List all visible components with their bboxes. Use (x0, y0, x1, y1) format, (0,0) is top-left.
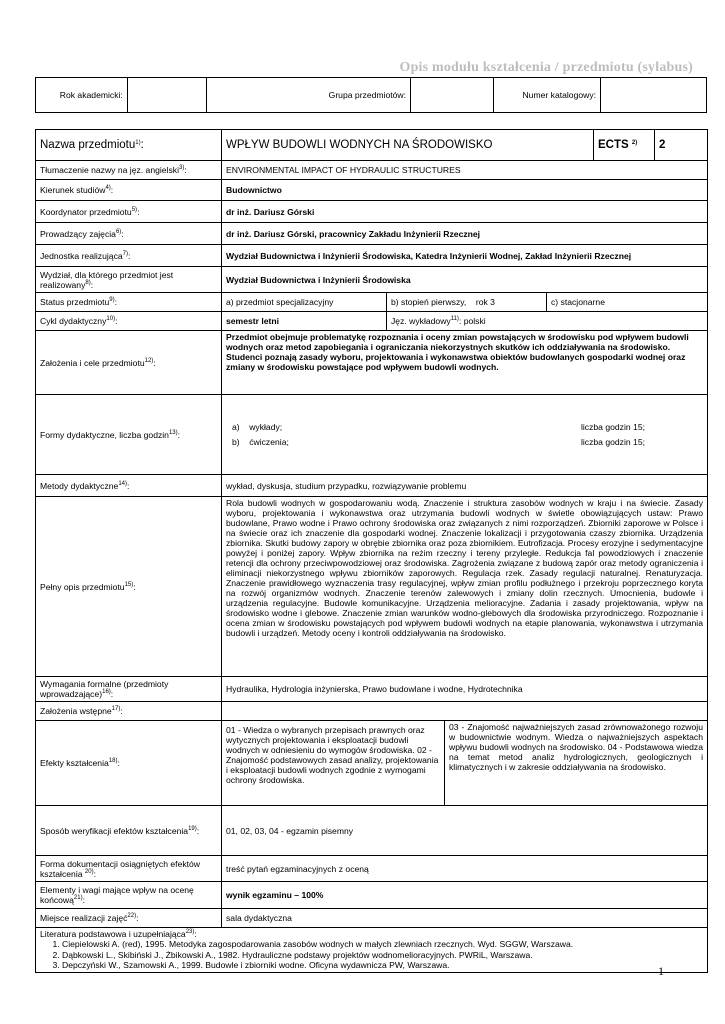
documentation-value: treść pytań egzaminacyjnych z oceną (222, 856, 708, 882)
row-status: Status przedmiotu$^{9)}$: a) przedmiot specjalizacyjny b) stopień pierwszy, rok 3 c) stacjonarne (36, 293, 708, 312)
translation-value: ENVIRONMENTAL IMPACT OF HYDRAULIC STRUCTURES (222, 161, 708, 180)
full-description-value: Rola budowli wodnych w gospodarowaniu wodą. Znaczenie i struktura zasobów wodnych w kraju i na świecie. Zasady wyboru, projektowania i wykonawstwa oraz utrzymania budowli wodnych w świetle obowiązujących ustaw: Prawo budowlane, Prawo wodne i Prawo ochrony środowiska oraz związanych z nimi rozporządzeń. Zbiorniki zaporowe w Polsce i na świecie oraz ich znaczenie dla gospodarki wodnej. Znaczenie lokalizacji i przygotowania czaszy zbiornika. Urządzenia zbiornika. Skutki budowy zapory w obrębie zbiornika oraz poza zbiornikiem. Eutrofizacja. Procesy erozyjne i sedymentacyjne powyżej i poniżej zapory. Wpływ zbiornika na reżim rzeczny i tereny przyległe. Redukcja fal powodziowych i znaczenie retencji dla ochrony przeciwpowodziowej oraz środowiska. Zagrożenia związane z budową zapór oraz metody ograniczenia i eliminacji niekorzystnego wpływu zbiorników zaporowych. Regulacja rzek. Zasady regulacji naturalnej. Renaturyzacja. Znaczenie prawidłowego wyznaczenia trasy regulacyjnej, wpływ zmian profilu podłużnego i przekroju poprzecznego koryta na rozwój organizmów wodnych. Znaczenie terenów zalewowych i zmiany dolin rzecznych. Umocnienia, budowle i urządzenia regulacyjne. Budowle komunikacyjne. Urządzenia melioracyjne. Zadania i zasady projektowania, wpływ na środowisko wodne i glebowe. Znaczenie zmian warunków wodno-glebowych dla środowiska przyrodniczego. Rozpoznanie i ocena zmian w środowisku powstających pod wpływem budowli wodnych na etapie planowania, wykonawstwa i utrzymania budowli i urządzeń. Metody oceny i kontroli oddziaływania na środowisko. (222, 497, 708, 677)
outcomes-left: 01 - Wiedza o wybranych przepisach prawnych oraz wytycznych projektowania i eksploatacji budowli wodnych w odniesieniu do wymogów środowiska. 02 - Znajomość podstawowych zasad analizy, projektowania i eksploatacji budowli wodnych zgodnie z wymogami ochrony środowiska. (222, 721, 445, 806)
course-name-label: Nazwa przedmiotu$^{1)}$: (36, 130, 222, 161)
ects-label: ECTS $^{2)}$ (594, 130, 655, 161)
row-prerequisites: Założenia wstępne$^{17)}$: (36, 702, 708, 721)
document-title: Opis modułu kształcenia / przedmiotu (sylabus) (399, 60, 693, 75)
methods-value: wykład, dyskusja, studium przypadku, rozwiązywanie problemu (222, 475, 708, 497)
row-faculty: Wydział, dla którego przedmiot jest realizowany$^{8)}$: Wydział Budownictwa i Inżynierii Środowiska (36, 267, 708, 293)
row-location: Miejsce realizacji zajęć$^{22)}$: sala dydaktyczna (36, 909, 708, 928)
status-degree: b) stopień pierwszy, rok 3 (387, 293, 547, 312)
row-literature (36, 928, 708, 973)
verification-value: 01, 02, 03, 04 - egzamin pisemny (222, 806, 708, 856)
location-value: sala dydaktyczna (222, 909, 708, 928)
row-methods: Metody dydaktyczne$^{14)}$: wykład, dyskusja, studium przypadku, rozwiązywanie problemu (36, 475, 708, 497)
catalog-header-table (35, 77, 707, 113)
row-lecturers: Prowadzący zajęcia$^{6)}$: dr inż. Dariusz Górski, pracownicy Zakładu Inżynierii Rzecznej (36, 223, 708, 245)
row-forms: Formy dydaktyczne, liczba godzin$^{13)}$: a) wykłady; liczba godzin 15; b) ćwiczenia; liczba godzin 15; (36, 395, 708, 475)
ects-value: 2 (655, 130, 708, 161)
row-outcomes: Efekty kształcenia$^{18)}$: 01 - Wiedza o wybranych przepisach prawnych oraz wytycznych projektowania i eksploatacji budowli wodnych w odniesieniu do wymogów środowiska. 02 - Znajomość podstawowych zasad analizy, projektowania i eksploatacji budowli wodnych zgodnie z wymogami ochrony środowiska. 03 - Znajomość najważniejszych zasad zrównoważonego rozwoju w budownictwie wodnym. Wiedza o najważniejszych aspektach wpływu budowli wodnych na środowisko. 04 - Podstawowa wiedza na temat metod analiz hydrologicznych, geologicznych i klimatycznych i w zakresie oddziaływania na środowisko. (36, 721, 708, 806)
literature-item: 1. Ciepielowski A. (red), 1995. Metodyka zagospodarowania zasobów wodnych w małych zlewniach rzecznych. Wyd. SGGW, Warszawa. (62, 939, 703, 950)
grading-value: wynik egzaminu – 100% (222, 882, 708, 909)
academic-year-label: Rok akademicki: (36, 78, 128, 113)
row-documentation: Forma dokumentacji osiągniętych efektów kształcenia $^{20)}$: treść pytań egzaminacyjnych z oceną (36, 856, 708, 882)
outcomes-right: 03 - Znajomość najważniejszych zasad zrównoważonego rozwoju w budownictwie wodnym. Wiedza o najważniejszych aspektach wpływu budowli wodnych na środowisko. 04 - Podstawowa wiedza na temat metod analiz hydrologicznych, geologicznych i klimatycznych i w zakresie oddziaływania na środowisko. (445, 721, 708, 806)
syllabus-table (35, 129, 708, 973)
literature-list (40, 939, 703, 971)
cycle-value: semestr letni (222, 312, 387, 331)
literature-item: 2. Dąbkowski L., Skibiński J., Żbikowski A., 1982. Hydrauliczne podstawy projektów wodnomelioracyjnych. PWRiL, Warszawa. (62, 950, 703, 961)
status-specialization: a) przedmiot specjalizacyjny (222, 293, 387, 312)
literature-item: 3. Depczyński W., Szamowski A., 1999. Budowle i zbiorniki wodne. Oficyna wydawnicza PW, Warszawa. (62, 960, 703, 971)
academic-year-field[interactable] (127, 78, 206, 113)
catalog-number-field[interactable] (601, 78, 707, 113)
forms-lectures: a) wykłady; liczba godzin 15; (232, 422, 645, 432)
course-name-value: WPŁYW BUDOWLI WODNYCH NA ŚRODOWISKO (222, 130, 594, 161)
lecturers-value: dr inż. Dariusz Górski, pracownicy Zakładu Inżynierii Rzecznej (222, 223, 708, 245)
forms-exercises: b) ćwiczenia; liczba godzin 15; (232, 437, 645, 447)
objectives-value: Przedmiot obejmuje problematykę rozpoznania i oceny zmian powstających w środowisku pod wpływem budowli wodnych oraz metod zapobiegania i ograniczania niekorzystnych skutków ich oddziaływania na środowisko. Studenci poznają zasady wyboru, projektowania i wykonawstwa obiektów budowlanych gospodarki wodnej oraz zmiany w środowisku powstające pod wpływem budowli wodnych. (222, 331, 708, 395)
row-field-of-study: Kierunek studiów$^{4)}$: Budownictwo (36, 180, 708, 201)
requirements-value: Hydraulika, Hydrologia inżynierska, Prawo budowlane i wodne, Hydrotechnika (222, 677, 708, 702)
row-requirements: Wymagania formalne (przedmioty wprowadzające)$^{16)}$: Hydraulika, Hydrologia inżynierska, Prawo budowlane i wodne, Hydrotechnika (36, 677, 708, 702)
course-group-field[interactable] (411, 78, 494, 113)
row-full-description: Pełny opis przedmiotu$^{15)}$: Rola budowli wodnych w gospodarowaniu wodą. Znaczenie i struktura zasobów wodnych w kraju i na świecie. Zasady wyboru, projektowania i wykonawstwa oraz utrzymania budowli wodnych w świetle obowiązujących ustaw: Prawo budowlane, Prawo wodne i Prawo ochrony środowiska oraz związanych z nimi rozporządzeń. Zbiorniki zaporowe w Polsce i na świecie oraz ich znaczenie dla gospodarki wodnej. Znaczenie lokalizacji i przygotowania czaszy zbiornika. Urządzenia zbiornika. Skutki budowy zapory w obrębie zbiornika oraz poza zbiornikiem. Eutrofizacja. Procesy erozyjne i sedymentacyjne powyżej i poniżej zapory. Wpływ zbiornika na reżim rzeczny i tereny przyległe. Redukcja fal powodziowych i znaczenie retencji dla ochrony przeciwpowodziowej oraz środowiska. Zagrożenia związane z budową zapór oraz metody ograniczenia i eliminacji niekorzystnego wpływu zbiorników zaporowych. Regulacja rzek. Zasady regulacji naturalnej. Renaturyzacja. Znaczenie prawidłowego wyznaczenia trasy regulacyjnej, wpływ zmian profilu podłużnego i przekroju poprzecznego koryta na rozwój organizmów wodnych. Znaczenie terenów zalewowych i zmiany dolin rzecznych. Umocnienia, budowle i urządzenia regulacyjne. Budowle komunikacyjne. Urządzenia melioracyjne. Zadania i zasady projektowania, wpływ na środowisko wodne i glebowe. Znaczenie zmian warunków wodno-glebowych dla środowiska przyrodniczego. Rozpoznanie i ocena zmian w środowisku powstających pod wpływem budowli wodnych na etapie planowania, wykonawstwa i utrzymania budowli i urządzeń. Metody oceny i kontroli oddziaływania na środowisko. (36, 497, 708, 677)
unit-value: Wydział Budownictwa i Inżynierii Środowiska, Katedra Inżynierii Wodnej, Zakład Inżynierii Rzecznej (222, 245, 708, 267)
page-number: 1 (658, 964, 664, 978)
row-cycle: Cykl dydaktyczny$^{10)}$: semestr letni Jęz. wykładowy$^{11)}$: polski (36, 312, 708, 331)
row-verification: Sposób weryfikacji efektów kształcenia$^{19)}$: 01, 02, 03, 04 - egzamin pisemny (36, 806, 708, 856)
prerequisites-value (222, 702, 708, 721)
field-of-study-value: Budownictwo (222, 180, 708, 201)
row-course-name (36, 130, 708, 161)
literature-label: Literatura podstawowa i uzupełniająca$^{23)}$: (40, 929, 197, 939)
coordinator-value: dr inż. Dariusz Górski (222, 201, 708, 223)
faculty-value: Wydział Budownictwa i Inżynierii Środowiska (222, 267, 708, 293)
row-grading: Elementy i wagi mające wpływ na ocenę końcową$^{21)}$: wynik egzaminu – 100% (36, 882, 708, 909)
status-mode: c) stacjonarne (547, 293, 708, 312)
catalog-number-label: Numer katalogowy: (493, 78, 600, 113)
row-unit: Jednostka realizująca$^{7)}$: Wydział Budownictwa i Inżynierii Środowiska, Katedra Inżynierii Wodnej, Zakład Inżynierii Rzecznej (36, 245, 708, 267)
row-objectives: Założenia i cele przedmiotu$^{12)}$: Przedmiot obejmuje problematykę rozpoznania i oceny zmian powstających w środowisku pod wpływem budowli wodnych oraz metod zapobiegania i ograniczania niekorzystnych skutków ich oddziaływania na środowisko. Studenci poznają zasady wyboru, projektowania i wykonawstwa obiektów budowlanych gospodarki wodnej oraz zmiany w środowisku powstające pod wpływem budowli wodnych. (36, 331, 708, 395)
row-translation: Tłumaczenie nazwy na jęz. angielski$^{3)}$: ENVIRONMENTAL IMPACT OF HYDRAULIC STRUCTURES (36, 161, 708, 180)
course-group-label: Grupa przedmiotów: (206, 78, 410, 113)
language-value: Jęz. wykładowy$^{11)}$: polski (387, 312, 708, 331)
row-coordinator: Koordynator przedmiotu$^{5)}$: dr inż. Dariusz Górski (36, 201, 708, 223)
forms-value (222, 395, 708, 475)
